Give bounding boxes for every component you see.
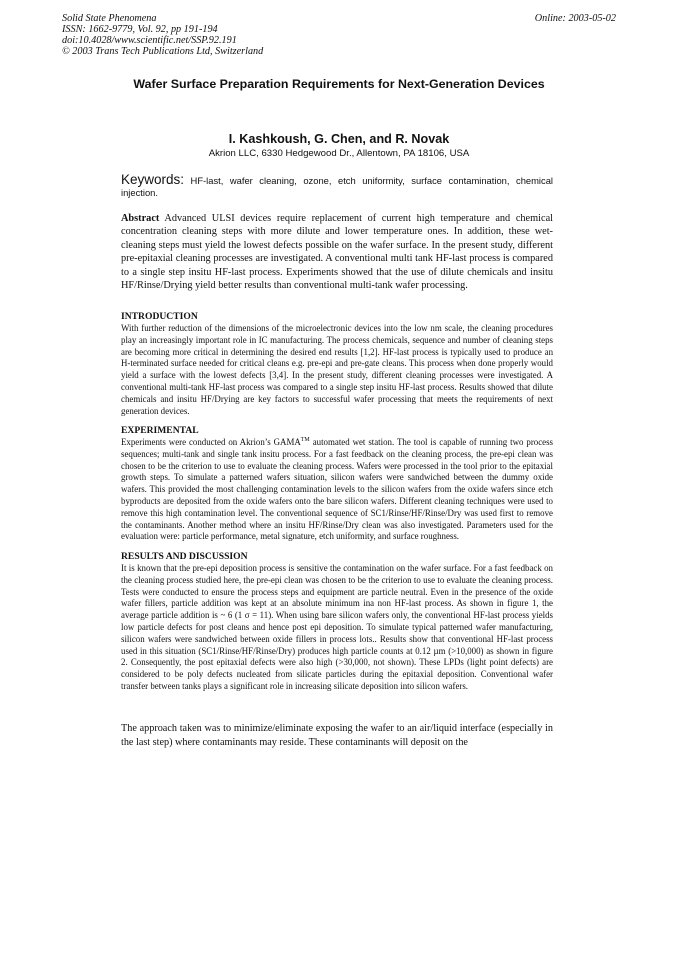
journal-name: Solid State Phenomena	[62, 13, 157, 24]
abstract	[121, 212, 553, 292]
results-text: It is known that the pre-epi deposition process is sensitive the contamination on the wafer surface. For a fast feedback on the cleaning process studied here, the pre-epi clean was chosen to be the criterion to use to evaluate the cleaning process. Tests were conducted to ensure the process steps and equipment are particle neutral. Even in the presence of the oxide wafer fillers, particle addition was kept at an absolute minimum ina non HF-last process. As shown in figure 1, the average particle addition is ~ 6 (1 σ = 11). When using bare silicon wafers only, the conventional HF-last process yields low particle defects for post cleans and hence post epi deposition. To simulate typical patterned wafer manufacturing, silicon wafers were sandwiched between oxide fillers in process lots.. Results show that conventional HF-last process used in this situation (SC1/Rinse/HF/Rinse/Dry) produces high particle counts at 0.12 µm (>10,000) as shown in figure 2. Consequently, the post epitaxial defects were also high (>30,000, not shown). These LPDs (light point defects) are considered to be poly defects nucleated from silicate particles during the epitaxial deposition. Conventional wafer transfer between tanks plays a significant role in increasing silicate deposition into silicon wafers.	[121, 563, 553, 691]
journal-header	[62, 13, 263, 57]
introduction-heading: INTRODUCTION	[121, 311, 198, 322]
keywords-text: HF-last, wafer cleaning, ozone, etch uniformity, surface contamination, chemical injection.	[121, 175, 553, 198]
experimental-heading: EXPERIMENTAL	[121, 425, 199, 436]
introduction-text: With further reduction of the dimensions of the microelectronic devices into the low nm scale, the cleaning procedures play an increasingly important role in IC manufacturing. The process chemicals, sequence and number of cleaning steps are becoming more critical in determining the desired end results [1,2]. HF-last process is typically used to produce an H-terminated surface needed for critical cleans e.g. pre-epi and pre-gate cleans. This process when done properly would yield a surface with the lowest defects [3,4]. In the present study, different cleaning processes were investigated. A conventional multi-tank HF-last process was compared to a single step insitu HF-last process. Results showed that dilute chemicals and insitu HF/Drying are key factors to successful wafer processing that meets the requirements of next generation devices.	[121, 323, 553, 416]
results-text-continued: The approach taken was to minimize/eliminate exposing the wafer to an air/liquid interface (especially in the last step) where contaminants may reside. These contaminants will deposit on the	[121, 723, 553, 748]
abstract-label: Abstract	[121, 213, 160, 224]
experimental-text	[121, 437, 553, 543]
paper-title: Wafer Surface Preparation Requirements for Next-Generation Devices	[133, 77, 545, 91]
experimental-text-rest: automated wet station. The tool is capable of running two process sequences; multi-tank and single tank insitu process. For a fast feedback on the cleaning process, the pre-epi clean was chosen to be the criterion to use to evaluate the cleaning process. Wafers were processed in the tool prior to the epitaxial growth steps. To simulate a patterned wafers situation, silicon wafers were sandwiched between the dummy oxide wafers. This provided the most challenging contamination levels to the silicon wafers from the oxide wafers since etch byproducts are deposited from the oxide wafers onto the bare silicon wafers. Different cleaning techniques were used to remove this high contamination level. The conventional sequence of SC1/Rinse/HF/Rinse/Dry was used first to remove the contaminants. Another method where an insitu HF/Rinse/Dry clean was also investigated. Parameters used for the evaluation were: particle performance, metal signature, etch uniformity, and surface roughness.	[121, 437, 553, 542]
doi-line: doi:10.4028/www.scientific.net/SSP.92.191	[62, 35, 237, 46]
online-date: Online: 2003-05-02	[534, 13, 616, 24]
results-heading: RESULTS AND DISCUSSION	[121, 551, 248, 562]
keywords	[121, 174, 553, 199]
trademark-mark: TM	[300, 437, 310, 444]
affiliation: Akrion LLC, 6330 Hedgewood Dr., Allentown, PA 18106, USA	[208, 148, 470, 159]
keywords-label: Keywords:	[121, 172, 185, 187]
issn-line: ISSN: 1662-9779, Vol. 92, pp 191-194	[62, 24, 218, 35]
experimental-text-start: Experiments were conducted on Akrion’s GAMA	[121, 437, 301, 447]
copyright-line: © 2003 Trans Tech Publications Ltd, Switzerland	[62, 46, 264, 57]
authors: I. Kashkoush, G. Chen, and R. Novak	[228, 132, 450, 146]
abstract-text: Advanced ULSI devices require replacement of current high temperature and chemical concentration cleaning steps with more dilute and lower temperature ones. In addition, these wet-cleaning steps must yield the lowest defects possible on the wafer surface. In the present study, different pre-epitaxial cleaning processes are investigated. A conventional multi tank HF-last process is compared to a single step insitu HF-last process. Experiments showed that the use of dilute chemicals and insitu HF/Rinse/Drying yield better results than conventional multi-tank wafer processing.	[121, 213, 553, 292]
